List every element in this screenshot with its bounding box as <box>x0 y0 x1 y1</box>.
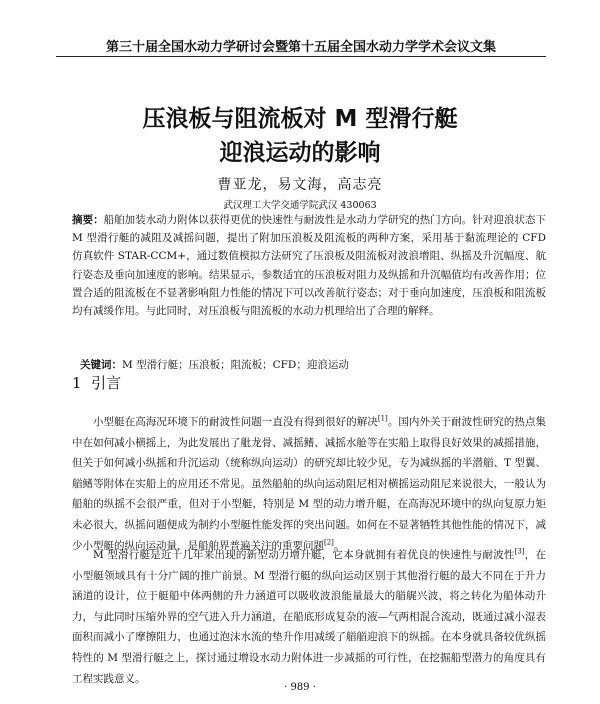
running-header: 第三十届全国水动力学研讨会暨第十五届全国水动力学学术会议文集 <box>105 40 496 55</box>
para1-text-c: 。 <box>333 539 345 552</box>
section-title: 引言 <box>91 374 122 392</box>
page-number: · 989 · <box>284 682 316 693</box>
para1-text-a: 小型艇在高海况环境下的耐波性问题一直没有得到很好的解决 <box>93 416 378 428</box>
authors: 曹亚龙，易文海，高志亮 <box>217 177 383 193</box>
affiliation: 武汉理工大学交通学院武汉 430063 <box>223 200 377 211</box>
header-rule <box>56 56 546 57</box>
keywords-label: 关键词： <box>80 359 122 371</box>
paper-title-line-2: 迎浪运动的影响 <box>219 140 381 166</box>
citation-3: [3] <box>514 547 525 556</box>
keywords <box>80 357 546 372</box>
paper-title-line-1: 压浪板与阻流板对 M 型滑行艇 <box>142 106 458 132</box>
section-number: 1 <box>72 374 82 392</box>
section-heading <box>72 372 121 393</box>
paragraph-2 <box>72 545 546 689</box>
para2-text-b: ，在小型艇领域具有十分广阔的推广前景。M 型滑行艇的纵向运动区别于其他滑行艇的最大不同在于升力涵道的设计，位于艇船中体两侧的升力涵道可以吸收波浪能量最大的艏艉兴波，将之转化为船体动升力，与此同时压缩外界的空气进入升力涵道，在船底形成复杂的液—气两相混合流动，既通过减小湿表面积而减小了摩擦阻力，也通过泡沫水流的垫升作用减缓了艏艏迎浪下的纵摇。在本身就具备较优纵摇特性的 M 型滑行艇之上，探讨通过增设水动力附体进一步减摇的可行性，在挖掘船型潜力的角度具有工程实践意义。 <box>72 549 547 685</box>
abstract <box>72 211 546 320</box>
keywords-text: M 型滑行艇；压浪板；阻流板；CFD；迎浪运动 <box>122 359 349 371</box>
abstract-text: 船舶加装水动力附体以获得更优的快速性与耐波性是水动力学研究的热门方向。针对迎浪状态下 M 型滑行艇的减阻及减摇问题，提出了附加压浪板及阻流板的两种方案，采用基于黏流理论的 CFD 仿真软件 STAR-CCM+，通过数值模拟方法研究了压浪板及阻流板对波浪增阻、纵摇及升沉幅度、航行姿态及垂向加速度的影响。结果显示，参数适宜的压浪板对阻力及纵摇和升沉幅值均有改善作用；位置合适的阻流板在不显著影响阻力性能的情况下可以改善航行姿态；对于垂向加速度，压浪板和阻流板均有减缓作用。与此同时，对压浪板与阻流板的水动力机理给出了合理的解释。 <box>72 214 547 318</box>
abstract-label: 摘要： <box>72 214 104 226</box>
para2-text-a: M 型滑行艇是近十几年来出现的新型动力增升艇，它本身就拥有着优良的快速性与耐波性 <box>93 549 515 561</box>
citation-2: [2] <box>324 538 334 547</box>
citation-1: [1] <box>377 414 388 423</box>
para1-text-b: 。国内外关于耐波性研究的热点集中在如何减小横摇上，为此发展出了舭龙骨、减摇鳍、减摇水舱等在实船上取得良好效果的减摇措施，但关于如何减小纵摇和升沉运动（统称纵向运动）的研究却比较少见，专为减纵摇的半潜艏、T 型翼、艏鳍等附体在实船上的应用还不常见。虽然船舶的纵向运动阻尼相对横摇运动阻尼来说很大，一般认为船舶的纵摇不会很严重，但对于小型艇，特别是 M 型的动力增升艇，在高海况环境中的纵向复原力矩未必很大，纵摇问题便成为制约小型艇性能发挥的突出问题。如何在不显著牺牲其他性能的情况下，减少小型艇的纵向运动量，是船舶界普遍关注的重要问题 <box>72 416 547 552</box>
paragraph-1 <box>72 412 546 556</box>
